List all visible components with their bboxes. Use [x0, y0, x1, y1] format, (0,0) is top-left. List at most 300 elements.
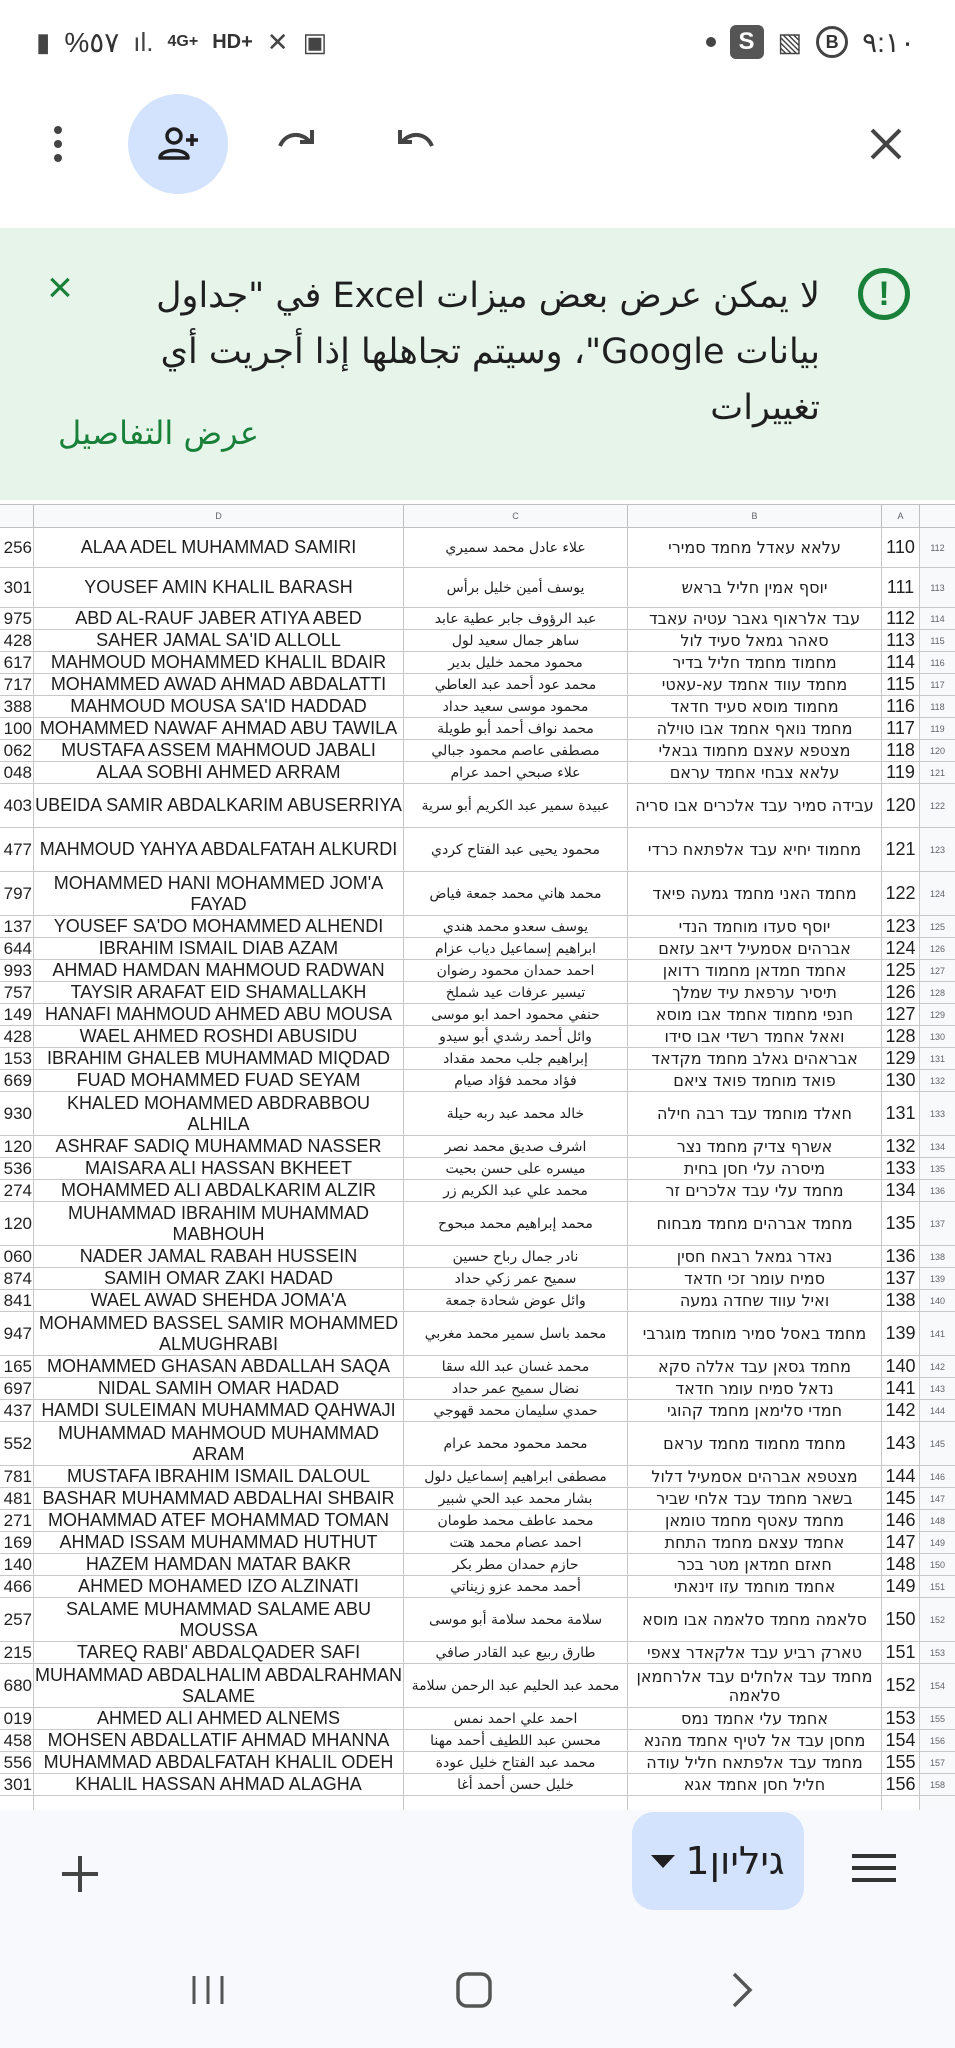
cell-a[interactable]: 137 [882, 1268, 920, 1289]
cell-b[interactable]: עלאא עאדל מחמד סמירי [628, 528, 882, 567]
table-row[interactable] [0, 1488, 955, 1510]
cell-d[interactable]: AHMED MOHAMED IZO ALZINATI [34, 1576, 404, 1597]
cell-d[interactable]: MAHMOUD YAHYA ABDALFATAH ALKURDI [34, 828, 404, 871]
table-row[interactable] [0, 630, 955, 652]
cell-d[interactable]: NADER JAMAL RABAH HUSSEIN [34, 1246, 404, 1267]
cell-b[interactable]: עלאא צבחי אחמד עראם [628, 762, 882, 783]
cell-e[interactable]: 975 [0, 608, 34, 629]
cell-e[interactable]: 060 [0, 1246, 34, 1267]
row-number[interactable]: 114 [920, 608, 955, 629]
column-header-e[interactable] [0, 505, 34, 527]
cell-b[interactable]: תיסיר ערפאת עיד שמלך [628, 982, 882, 1003]
cell-d[interactable]: KHALIL HASSAN AHMAD ALAGHA [34, 1774, 404, 1795]
table-row[interactable] [0, 696, 955, 718]
cell-a[interactable]: 153 [882, 1708, 920, 1729]
cell-e[interactable]: 428 [0, 1026, 34, 1047]
cell-a[interactable]: 129 [882, 1048, 920, 1069]
cell-d[interactable]: YOUSEF AMIN KHALIL BARASH [34, 568, 404, 607]
cell-e[interactable]: 757 [0, 982, 34, 1003]
table-row[interactable] [0, 1752, 955, 1774]
cell-b[interactable]: מחמד האני מחמד גמעה פיאד [628, 872, 882, 915]
cell-c[interactable]: سلامة محمد سلامة أبو موسى [404, 1598, 628, 1641]
recents-button[interactable] [178, 1960, 238, 2020]
row-number[interactable]: 143 [920, 1378, 955, 1399]
cell-d[interactable]: MOHSEN ABDALLATIF AHMAD MHANNA [34, 1730, 404, 1751]
cell-b[interactable]: טארק רביע עבד אלקאדר צאפי [628, 1642, 882, 1663]
cell-e[interactable]: 256 [0, 528, 34, 567]
table-row[interactable] [0, 1730, 955, 1752]
cell-e[interactable]: 717 [0, 674, 34, 695]
row-number[interactable]: 121 [920, 762, 955, 783]
table-row[interactable] [0, 1466, 955, 1488]
table-row[interactable] [0, 1598, 955, 1642]
cell-e[interactable]: 797 [0, 872, 34, 915]
cell-e[interactable]: 403 [0, 784, 34, 827]
cell-a[interactable]: 136 [882, 1246, 920, 1267]
cell-d[interactable]: HAZEM HAMDAN MATAR BAKR [34, 1554, 404, 1575]
cell-e[interactable]: 062 [0, 740, 34, 761]
table-row[interactable] [0, 1708, 955, 1730]
row-number[interactable]: 154 [920, 1664, 955, 1707]
cell-a[interactable]: 117 [882, 718, 920, 739]
cell-d[interactable]: IBRAHIM ISMAIL DIAB AZAM [34, 938, 404, 959]
cell-e[interactable]: 680 [0, 1664, 34, 1707]
cell-b[interactable]: מצטפא עאצם מחמוד גבאלי [628, 740, 882, 761]
row-number[interactable]: 128 [920, 982, 955, 1003]
row-number[interactable]: 148 [920, 1510, 955, 1531]
cell-d[interactable]: MUSTAFA ASSEM MAHMOUD JABALI [34, 740, 404, 761]
table-row[interactable] [0, 608, 955, 630]
cell-b[interactable]: מחמד עבד אלחלים עבד אלרחמאן סלאמה [628, 1664, 882, 1707]
cell-a[interactable]: 147 [882, 1532, 920, 1553]
cell-c[interactable]: وائل عوض شحادة جمعة [404, 1290, 628, 1311]
cell-b[interactable]: אבראהים גאלב מחמד מקדאד [628, 1048, 882, 1069]
cell-a[interactable]: 140 [882, 1356, 920, 1377]
cell-c[interactable]: يوسف أمين خليل برأس [404, 568, 628, 607]
cell-c[interactable]: ابراهيم إسماعيل دياب عزام [404, 938, 628, 959]
cell-a[interactable]: 154 [882, 1730, 920, 1751]
cell-c[interactable]: محمد عود أحمد عبد العاطي [404, 674, 628, 695]
cell-e[interactable]: 137 [0, 916, 34, 937]
row-number[interactable]: 137 [920, 1202, 955, 1245]
cell-e[interactable]: 120 [0, 1136, 34, 1157]
row-number[interactable]: 117 [920, 674, 955, 695]
cell-e[interactable]: 271 [0, 1510, 34, 1531]
table-row[interactable] [0, 1510, 955, 1532]
table-row[interactable] [0, 1268, 955, 1290]
cell-e[interactable]: 153 [0, 1048, 34, 1069]
row-number[interactable]: 126 [920, 938, 955, 959]
cell-e[interactable]: 556 [0, 1752, 34, 1773]
table-row[interactable] [0, 762, 955, 784]
cell-d[interactable]: MOHAMMED BASSEL SAMIR MOHAMMED ALMUGHRABI [34, 1312, 404, 1355]
cell-d[interactable]: MAHMOUD MOUSA SA'ID HADDAD [34, 696, 404, 717]
cell-d[interactable]: NIDAL SAMIH OMAR HADAD [34, 1378, 404, 1399]
cell-c[interactable]: علاء عادل محمد سميري [404, 528, 628, 567]
cell-a[interactable]: 156 [882, 1774, 920, 1795]
cell-a[interactable]: 130 [882, 1070, 920, 1091]
cell-b[interactable]: מחמוד מחמד חליל בדיר [628, 652, 882, 673]
cell-e[interactable]: 140 [0, 1554, 34, 1575]
cell-b[interactable]: סלאמה מחמד סלאמה אבו מוסא [628, 1598, 882, 1641]
table-row[interactable] [0, 1158, 955, 1180]
cell-c[interactable]: بشار محمد عبد الحي شبير [404, 1488, 628, 1509]
table-row[interactable] [0, 568, 955, 608]
cell-d[interactable]: MAHMOUD MOHAMMED KHALIL BDAIR [34, 652, 404, 673]
cell-c[interactable]: محمد عبد الفتاح خليل عودة [404, 1752, 628, 1773]
cell-a[interactable]: 151 [882, 1642, 920, 1663]
cell-c[interactable]: ساهر جمال سعيد لول [404, 630, 628, 651]
table-row[interactable] [0, 528, 955, 568]
cell-a[interactable]: 120 [882, 784, 920, 827]
cell-c[interactable]: وائل أحمد رشدي أبو سيدو [404, 1026, 628, 1047]
cell-a[interactable]: 138 [882, 1290, 920, 1311]
cell-b[interactable]: אחמד עצאם מחמד התחת [628, 1532, 882, 1553]
redo-button[interactable] [246, 94, 346, 194]
row-number[interactable]: 118 [920, 696, 955, 717]
cell-e[interactable]: 874 [0, 1268, 34, 1289]
cell-a[interactable]: 148 [882, 1554, 920, 1575]
cell-c[interactable]: محمد غسان عبد الله سقا [404, 1356, 628, 1377]
cell-d[interactable]: FUAD MOHAMMED FUAD SEYAM [34, 1070, 404, 1091]
cell-a[interactable]: 125 [882, 960, 920, 981]
cell-d[interactable]: IBRAHIM GHALEB MUHAMMAD MIQDAD [34, 1048, 404, 1069]
cell-e[interactable]: 100 [0, 718, 34, 739]
cell-a[interactable]: 134 [882, 1180, 920, 1201]
cell-a[interactable]: 155 [882, 1752, 920, 1773]
table-row[interactable] [0, 1576, 955, 1598]
row-number[interactable]: 157 [920, 1752, 955, 1773]
cell-a[interactable]: 116 [882, 696, 920, 717]
cell-d[interactable]: SAHER JAMAL SA'ID ALLOLL [34, 630, 404, 651]
column-header-a[interactable]: A [882, 505, 920, 527]
cell-d[interactable]: AHMAD ISSAM MUHAMMAD HUTHUT [34, 1532, 404, 1553]
table-row[interactable] [0, 1664, 955, 1708]
row-number[interactable]: 152 [920, 1598, 955, 1641]
table-row[interactable] [0, 1356, 955, 1378]
cell-a[interactable]: 149 [882, 1576, 920, 1597]
cell-a[interactable]: 142 [882, 1400, 920, 1421]
cell-e[interactable]: 466 [0, 1576, 34, 1597]
cell-b[interactable]: יוסף אמין חליל בראש [628, 568, 882, 607]
cell-a[interactable]: 143 [882, 1422, 920, 1465]
row-number[interactable]: 149 [920, 1532, 955, 1553]
cell-a[interactable]: 131 [882, 1092, 920, 1135]
cell-e[interactable]: 169 [0, 1532, 34, 1553]
cell-e[interactable]: 149 [0, 1004, 34, 1025]
table-row[interactable] [0, 982, 955, 1004]
cell-b[interactable]: עבד אלראוף גאבר עטיה עאבד [628, 608, 882, 629]
cell-e[interactable]: 477 [0, 828, 34, 871]
cell-d[interactable]: ALAA ADEL MUHAMMAD SAMIRI [34, 528, 404, 567]
cell-a[interactable]: 152 [882, 1664, 920, 1707]
cell-b[interactable]: ואאל אחמד רשדי אבו סידו [628, 1026, 882, 1047]
cell-b[interactable]: סמיח עומר זכי חדאד [628, 1268, 882, 1289]
row-number[interactable]: 136 [920, 1180, 955, 1201]
cell-e[interactable]: 428 [0, 630, 34, 651]
cell-e[interactable]: 274 [0, 1180, 34, 1201]
cell-e[interactable]: 947 [0, 1312, 34, 1355]
cell-d[interactable]: ASHRAF SADIQ MUHAMMAD NASSER [34, 1136, 404, 1157]
cell-c[interactable]: عبيدة سمير عبد الكريم أبو سرية [404, 784, 628, 827]
close-button[interactable] [836, 94, 936, 194]
row-number[interactable]: 134 [920, 1136, 955, 1157]
table-row[interactable] [0, 828, 955, 872]
row-number[interactable]: 139 [920, 1268, 955, 1289]
table-row[interactable] [0, 960, 955, 982]
row-number[interactable]: 140 [920, 1290, 955, 1311]
cell-c[interactable]: محمد علي عبد الكريم زر [404, 1180, 628, 1201]
cell-c[interactable]: اشرف صديق محمد نصر [404, 1136, 628, 1157]
cell-e[interactable]: 215 [0, 1642, 34, 1663]
cell-e[interactable]: 552 [0, 1422, 34, 1465]
cell-a[interactable]: 113 [882, 630, 920, 651]
cell-b[interactable]: חאלד מוחמד עבד רבה חילה [628, 1092, 882, 1135]
cell-b[interactable]: מצטפא אברהים אסמעיל דלול [628, 1466, 882, 1487]
row-number[interactable]: 125 [920, 916, 955, 937]
row-number[interactable]: 147 [920, 1488, 955, 1509]
cell-d[interactable]: SALAME MUHAMMAD SALAME ABU MOUSSA [34, 1598, 404, 1641]
cell-b[interactable]: מחמד אברהים מחמד מבחוח [628, 1202, 882, 1245]
cell-e[interactable]: 481 [0, 1488, 34, 1509]
cell-e[interactable]: 617 [0, 652, 34, 673]
banner-dismiss-button[interactable] [38, 263, 82, 312]
row-number[interactable]: 141 [920, 1312, 955, 1355]
cell-b[interactable]: מחמד עבד אלפתאח חליל עודה [628, 1752, 882, 1773]
cell-b[interactable]: בשאר מחמד עבד אלחי שביר [628, 1488, 882, 1509]
cell-c[interactable]: مصطفى عاصم محمود جبالي [404, 740, 628, 761]
cell-d[interactable]: MOHAMMED ALI ABDALKARIM ALZIR [34, 1180, 404, 1201]
cell-b[interactable]: מחמוד מוסא סעיד חדאד [628, 696, 882, 717]
cell-d[interactable]: MOHAMMED AWAD AHMAD ABDALATTI [34, 674, 404, 695]
row-number[interactable]: 150 [920, 1554, 955, 1575]
cell-d[interactable]: SAMIH OMAR ZAKI HADAD [34, 1268, 404, 1289]
table-row[interactable] [0, 1026, 955, 1048]
cell-e[interactable]: 930 [0, 1092, 34, 1135]
cell-d[interactable]: MUHAMMAD ABDALFATAH KHALIL ODEH [34, 1752, 404, 1773]
cell-c[interactable]: حمدي سليمان محمد قهوجي [404, 1400, 628, 1421]
cell-c[interactable]: خليل حسن أحمد أغا [404, 1774, 628, 1795]
row-number[interactable]: 156 [920, 1730, 955, 1751]
cell-d[interactable]: MUHAMMAD IBRAHIM MUHAMMAD MABHOUH [34, 1202, 404, 1245]
cell-d[interactable]: MUHAMMAD ABDALHALIM ABDALRAHMAN SALAME [34, 1664, 403, 1706]
cell-d[interactable]: MOHAMMED NAWAF AHMAD ABU TAWILA [34, 718, 404, 739]
cell-e[interactable]: 536 [0, 1158, 34, 1179]
row-number[interactable]: 130 [920, 1026, 955, 1047]
cell-d[interactable]: MUSTAFA IBRAHIM ISMAIL DALOUL [34, 1466, 404, 1487]
row-number[interactable]: 124 [920, 872, 955, 915]
back-button[interactable] [712, 1960, 772, 2020]
cell-a[interactable]: 133 [882, 1158, 920, 1179]
table-row[interactable] [0, 1774, 955, 1796]
cell-b[interactable]: מחמד עאטף מחמד טומאן [628, 1510, 882, 1531]
cell-c[interactable]: عبد الرؤوف جابر عطية عابد [404, 608, 628, 629]
table-row[interactable] [0, 1070, 955, 1092]
table-row[interactable] [0, 1400, 955, 1422]
table-row[interactable] [0, 740, 955, 762]
cell-b[interactable]: מחמד עווד אחמד עא-עאטי [628, 674, 882, 695]
row-number[interactable]: 123 [920, 828, 955, 871]
cell-b[interactable]: חליל חסן אחמד אגא [628, 1774, 882, 1795]
table-row[interactable] [0, 1092, 955, 1136]
table-row[interactable] [0, 1422, 955, 1466]
cell-c[interactable]: محمد عاطف محمد طومان [404, 1510, 628, 1531]
row-number[interactable]: 155 [920, 1708, 955, 1729]
cell-a[interactable]: 150 [882, 1598, 920, 1641]
undo-button[interactable] [366, 94, 466, 194]
row-number[interactable]: 119 [920, 718, 955, 739]
cell-a[interactable]: 121 [882, 828, 920, 871]
table-row[interactable] [0, 1180, 955, 1202]
sheet-tab[interactable] [632, 1812, 804, 1910]
cell-a[interactable]: 141 [882, 1378, 920, 1399]
cell-d[interactable]: AHMAD HAMDAN MAHMOUD RADWAN [34, 960, 404, 981]
row-number[interactable]: 146 [920, 1466, 955, 1487]
cell-d[interactable]: TAYSIR ARAFAT EID SHAMALLAKH [34, 982, 404, 1003]
add-sheet-button[interactable] [56, 1850, 104, 1898]
cell-a[interactable]: 128 [882, 1026, 920, 1047]
cell-c[interactable]: طارق ربيع عبد القادر صافي [404, 1642, 628, 1663]
cell-a[interactable]: 123 [882, 916, 920, 937]
table-row[interactable] [0, 872, 955, 916]
table-row[interactable] [0, 916, 955, 938]
cell-d[interactable]: ALAA SOBHI AHMED ARRAM [34, 762, 404, 783]
table-row[interactable] [0, 1554, 955, 1576]
row-number[interactable]: 122 [920, 784, 955, 827]
home-button[interactable] [444, 1960, 504, 2020]
table-row[interactable] [0, 718, 955, 740]
cell-c[interactable]: محمد باسل سمير محمد مغربي [404, 1312, 628, 1355]
row-number[interactable]: 120 [920, 740, 955, 761]
cell-e[interactable]: 120 [0, 1202, 34, 1245]
cell-d[interactable]: AHMED ALI AHMED ALNEMS [34, 1708, 404, 1729]
cell-d[interactable]: WAEL AWAD SHEHDA JOMA'A [34, 1290, 404, 1311]
cell-c[interactable]: محمد إبراهيم محمد مبحوح [404, 1202, 628, 1245]
cell-d[interactable]: MAISARA ALI HASSAN BKHEET [34, 1158, 404, 1179]
cell-b[interactable]: מחמוד יחיא עבד אלפתאח כרדי [628, 828, 882, 871]
cell-c[interactable]: محمد عبد الحليم عبد الرحمن سلامة [404, 1664, 628, 1707]
row-number[interactable]: 113 [920, 568, 955, 607]
row-number[interactable]: 158 [920, 1774, 955, 1795]
cell-d[interactable]: KHALED MOHAMMED ABDRABBOU ALHILA [34, 1092, 404, 1135]
cell-a[interactable]: 124 [882, 938, 920, 959]
cell-d[interactable]: ABD AL-RAUF JABER ATIYA ABED [34, 608, 404, 629]
cell-a[interactable]: 114 [882, 652, 920, 673]
cell-b[interactable]: מחמד עלי עבד אלכרים זר [628, 1180, 882, 1201]
row-number[interactable]: 132 [920, 1070, 955, 1091]
view-details-link[interactable]: عرض التفاصيل [58, 414, 259, 452]
table-row[interactable] [0, 1378, 955, 1400]
cell-d[interactable]: MOHAMMED GHASAN ABDALLAH SAQA [34, 1356, 404, 1377]
cell-d[interactable]: HAMDI SULEIMAN MUHAMMAD QAHWAJI [34, 1400, 404, 1421]
cell-b[interactable]: ואיל עווד שחדה גמעה [628, 1290, 882, 1311]
table-row[interactable] [0, 652, 955, 674]
cell-a[interactable]: 115 [882, 674, 920, 695]
cell-e[interactable]: 781 [0, 1466, 34, 1487]
row-number[interactable]: 145 [920, 1422, 955, 1465]
cell-c[interactable]: مصطفى ابراهيم إسماعيل دلول [404, 1466, 628, 1487]
cell-b[interactable]: חמדי סלימאן מחמד קהוגי [628, 1400, 882, 1421]
cell-e[interactable]: 301 [0, 568, 34, 607]
cell-d[interactable]: YOUSEF SA'DO MOHAMMED ALHENDI [34, 916, 404, 937]
cell-c[interactable]: أحمد محمد عزو زيناتي [404, 1576, 628, 1597]
table-row[interactable] [0, 1290, 955, 1312]
row-number[interactable]: 144 [920, 1400, 955, 1421]
cell-c[interactable]: احمد حمدان محمود رضوان [404, 960, 628, 981]
cell-c[interactable]: سميح عمر زكي حداد [404, 1268, 628, 1289]
column-header-d[interactable]: D [34, 505, 404, 527]
cell-d[interactable]: MOHAMMAD ATEF MOHAMMAD TOMAN [34, 1510, 404, 1531]
cell-c[interactable]: محمد محمود محمد عرام [404, 1422, 628, 1465]
row-number[interactable]: 116 [920, 652, 955, 673]
cell-b[interactable]: אחמד חמדאן מחמוד רדואן [628, 960, 882, 981]
cell-a[interactable]: 119 [882, 762, 920, 783]
cell-c[interactable]: محمود يحيى عبد الفتاح كردي [404, 828, 628, 871]
cell-b[interactable]: סאהר גמאל סעיד לול [628, 630, 882, 651]
cell-b[interactable]: נדאל סמיח עומר חדאד [628, 1378, 882, 1399]
cell-e[interactable]: 437 [0, 1400, 34, 1421]
cell-e[interactable]: 458 [0, 1730, 34, 1751]
cell-a[interactable]: 110 [882, 528, 920, 567]
cell-a[interactable]: 146 [882, 1510, 920, 1531]
cell-b[interactable]: אחמד מוחמד עזו זינאתי [628, 1576, 882, 1597]
cell-c[interactable]: علاء صبحي احمد عرام [404, 762, 628, 783]
share-button[interactable] [128, 94, 228, 194]
cell-b[interactable]: אברהים אסמעיל דיאב עזאם [628, 938, 882, 959]
cell-d[interactable]: HANAFI MAHMOUD AHMED ABU MOUSA [34, 1004, 404, 1025]
more-options-button[interactable] [8, 94, 108, 194]
cell-c[interactable]: نادر جمال رباح حسين [404, 1246, 628, 1267]
cell-e[interactable]: 301 [0, 1774, 34, 1795]
row-number[interactable]: 133 [920, 1092, 955, 1135]
cell-c[interactable]: خالد محمد عبد ربه حيلة [404, 1092, 628, 1135]
cell-c[interactable]: حنفي محمود احمد ابو موسى [404, 1004, 628, 1025]
cell-d[interactable]: MUHAMMAD MAHMOUD MUHAMMAD ARAM [34, 1422, 404, 1465]
all-sheets-button[interactable] [852, 1854, 896, 1894]
table-row[interactable] [0, 1532, 955, 1554]
row-number[interactable]: 131 [920, 1048, 955, 1069]
cell-b[interactable]: יוסף סעדו מוחמד הנדי [628, 916, 882, 937]
cell-e[interactable]: 669 [0, 1070, 34, 1091]
cell-b[interactable]: מחמד גסאן עבד אללה סקא [628, 1356, 882, 1377]
cell-c[interactable]: يوسف سعدو محمد هندي [404, 916, 628, 937]
table-row[interactable] [0, 784, 955, 828]
table-row[interactable] [0, 1048, 955, 1070]
cell-c[interactable]: محمد هاني محمد جمعة فياض [404, 872, 628, 915]
cell-b[interactable]: מחמד נואף אחמד אבו טוילה [628, 718, 882, 739]
cell-a[interactable]: 135 [882, 1202, 920, 1245]
cell-c[interactable]: احمد عصام محمد هتت [404, 1532, 628, 1553]
cell-a[interactable]: 122 [882, 872, 920, 915]
cell-b[interactable]: מחמד באסל סמיר מוחמד מוגרבי [628, 1312, 882, 1355]
row-number[interactable]: 135 [920, 1158, 955, 1179]
table-row[interactable] [0, 1312, 955, 1356]
cell-a[interactable]: 126 [882, 982, 920, 1003]
row-number[interactable]: 127 [920, 960, 955, 981]
cell-e[interactable]: 697 [0, 1378, 34, 1399]
cell-a[interactable]: 139 [882, 1312, 920, 1355]
cell-e[interactable]: 048 [0, 762, 34, 783]
cell-b[interactable]: נאדר גמאל רבאח חסין [628, 1246, 882, 1267]
cell-c[interactable]: فؤاد محمد فؤاد صيام [404, 1070, 628, 1091]
table-row[interactable] [0, 938, 955, 960]
row-number[interactable]: 142 [920, 1356, 955, 1377]
cell-d[interactable]: UBEIDA SAMIR ABDALKARIM ABUSERRIYA [34, 784, 404, 827]
table-row[interactable] [0, 674, 955, 696]
cell-c[interactable]: محمد نواف أحمد أبو طويلة [404, 718, 628, 739]
row-number[interactable]: 138 [920, 1246, 955, 1267]
cell-b[interactable]: מחמד מחמוד מחמד עראם [628, 1422, 882, 1465]
